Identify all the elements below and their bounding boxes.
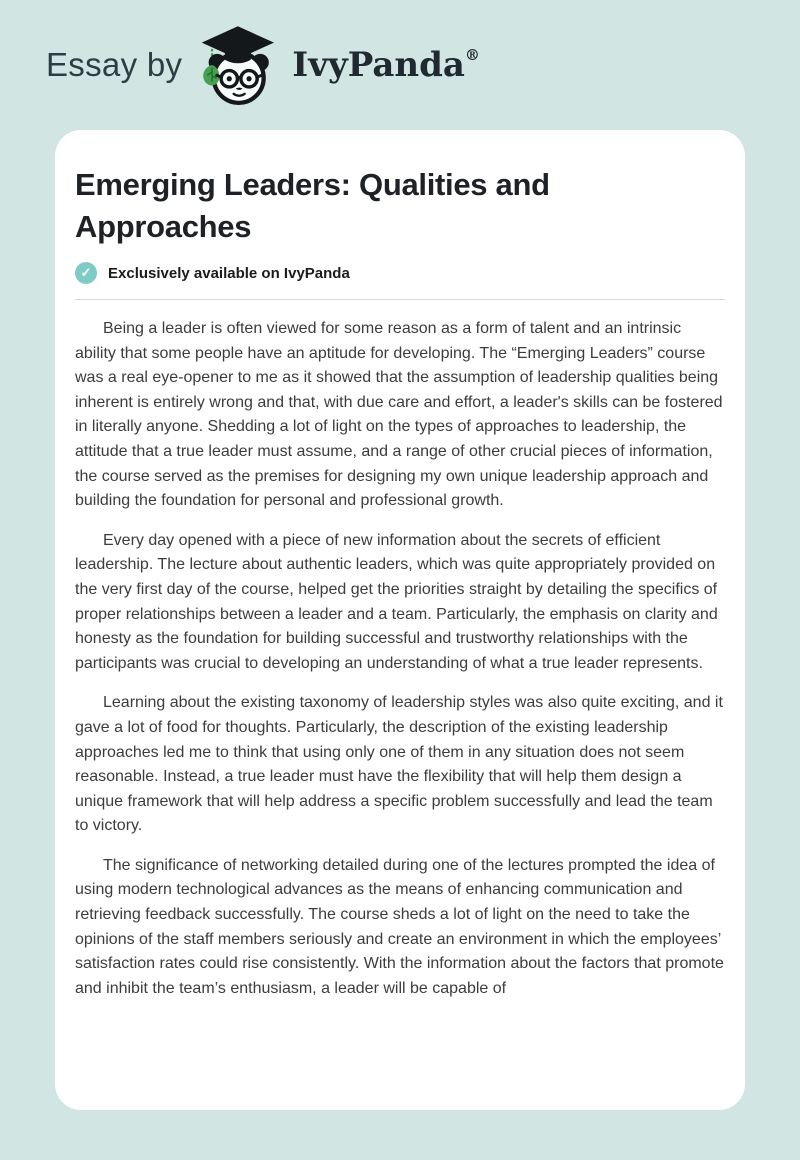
brand-text: IvyPanda (292, 45, 465, 85)
check-icon (75, 262, 97, 284)
exclusive-badge-label: Exclusively available on IvyPanda (108, 264, 350, 282)
essay-card (55, 130, 745, 1110)
essay-paragraph-2: Every day opened with a piece of new information about the secrets of efficient leadership. The lecture about authentic leaders, which was quite appropriately provided on the very first day of the course, helped get the priorities straight by detailing the specifics of proper relationships between a leader and a team. Particularly, the emphasis on clarity and honesty as the foundation for building successful and trustworthy relationships with the participants was crucial to developing an understanding of what a true leader represents. (75, 531, 718, 672)
site-header (0, 0, 800, 130)
brand-name (292, 45, 480, 85)
check-glyph: ✓ (80, 265, 92, 280)
page-title: Emerging Leaders: Qualities and Approaches (75, 167, 550, 244)
essay-paragraph-3: Learning about the existing taxonomy of leadership styles was also quite exciting, and it gave a lot of food for thoughts. Particularly, the description of the existing leadership approaches led me to think that using only one of them in any situation does not seem reasonable. Instead, a true leader must have the flexibility that will help them design a unique framework that will help address a specific problem successfully and lead the team to victory. (75, 694, 723, 835)
header-prefix: Essay by (46, 46, 183, 83)
exclusive-badge (75, 262, 725, 284)
divider (75, 299, 725, 300)
panda-graduate-logo-icon (194, 22, 280, 108)
essay-body (75, 317, 725, 1001)
essay-paragraph-4: The significance of networking detailed during one of the lectures prompted the idea of using modern technological advances as the means of enhancing communication and retrieving feedback successfully. The course sheds a lot of light on the need to take the opinions of the staff members seriously and create an environment in which the employees’ satisfaction rates could rise consistently. With the information about the factors that promote and inhibit the team’s enthusiasm, a leader will be capable of (75, 856, 724, 997)
essay-paragraph-1: Being a leader is often viewed for some reason as a form of talent and an intrinsic ability that some people have an aptitude for developing. The “Emerging Leaders” course was a real eye-opener to me as it showed that the assumption of leadership qualities being inherent is entirely wrong and that, with due care and effort, a leader's skills can be fostered in literally anyone. Shedding a lot of light on the types of approaches to leadership, the attitude that a true leader must assume, and a range of other crucial pieces of information, the course served as the premises for designing my own unique leadership approach and building the foundation for personal and professional growth. (75, 320, 723, 510)
registered-trademark-mark: ® (464, 46, 480, 64)
